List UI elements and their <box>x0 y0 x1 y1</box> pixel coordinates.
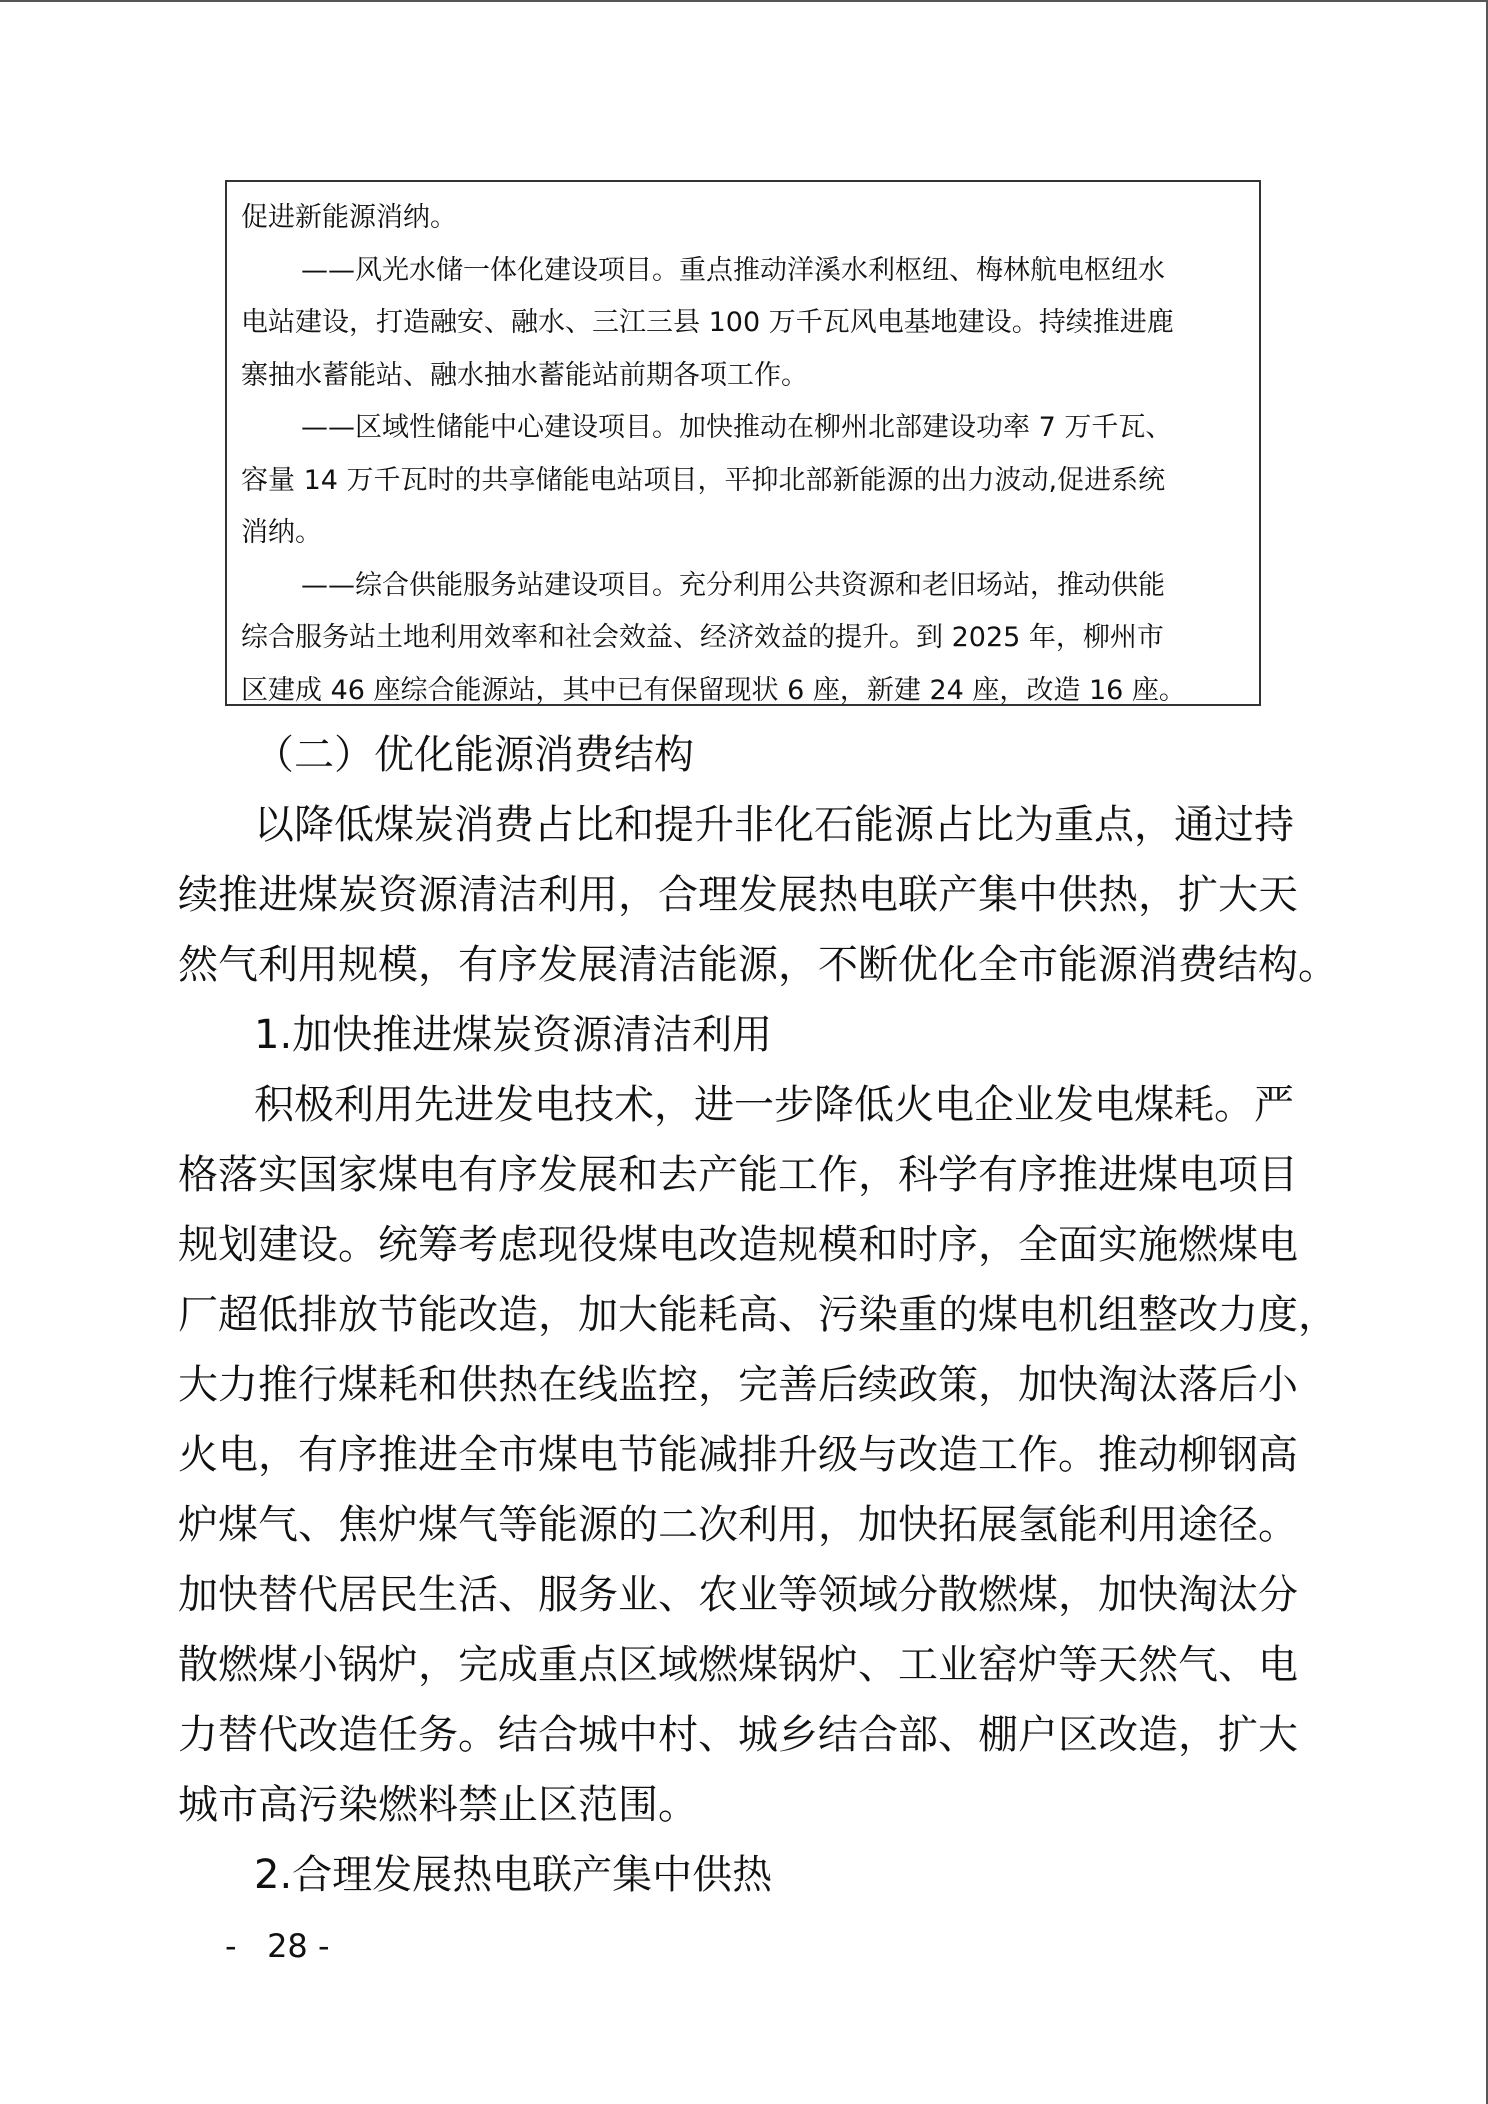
subsection-heading: 2.合理发展热电联产集中供热 <box>254 1852 773 1898</box>
paragraph-line: 散燃煤小锅炉，完成重点区域燃煤锅炉、工业窑炉等天然气、电 <box>178 1642 1298 1688</box>
box-line: 促进新能源消纳。 <box>241 202 457 233</box>
box-line: ——风光水储一体化建设项目。重点推动洋溪水利枢纽、梅林航电枢纽水 <box>301 254 1165 286</box>
body-text <box>178 720 1338 1910</box>
paragraph-line: 炉煤气、焦炉煤气等能源的二次利用，加快拓展氢能利用途径。 <box>178 1502 1298 1548</box>
paragraph-line: 力替代改造任务。结合城中村、城乡结合部、棚户区改造，扩大 <box>178 1712 1298 1758</box>
page-number: - 28 - <box>225 1927 330 1965</box>
box-line: 容量 14 万千瓦时的共享储能电站项目，平抑北部新能源的出力波动,促进系统 <box>241 464 1166 496</box>
paragraph-line: 火电，有序推进全市煤电节能减排升级与改造工作。推动柳钢高 <box>178 1432 1298 1478</box>
section-heading: （二）优化能源消费结构 <box>254 732 694 778</box>
box-line: 消纳。 <box>241 517 322 548</box>
box-line: 区建成 46 座综合能源站，其中已有保留现状 6 座，新建 24 座，改造 16 座。 <box>241 674 1186 706</box>
paragraph-line: 城市高污染燃料禁止区范围。 <box>178 1782 698 1828</box>
box-line: 电站建设，打造融安、融水、三江三县 100 万千瓦风电基地建设。持续推进鹿 <box>241 307 1174 338</box>
box-line: 寨抽水蓄能站、融水抽水蓄能站前期各项工作。 <box>241 359 808 391</box>
paragraph-line: 积极利用先进发电技术，进一步降低火电企业发电煤耗。严 <box>254 1082 1294 1128</box>
paragraph-line: 大力推行煤耗和供热在线监控，完善后续政策，加快淘汰落后小 <box>178 1362 1298 1408</box>
box-line: 综合服务站土地利用效率和社会效益、经济效益的提升。到 2025 年，柳州市 <box>241 622 1164 653</box>
paragraph-line: 然气利用规模，有序发展清洁能源，不断优化全市能源消费结构。 <box>178 942 1338 988</box>
paragraph-line: 续推进煤炭资源清洁利用，合理发展热电联产集中供热，扩大天 <box>178 872 1298 918</box>
box-line: ——区域性储能中心建设项目。加快推动在柳州北部建设功率 7 万千瓦、 <box>301 412 1173 443</box>
paragraph-line: 加快替代居民生活、服务业、农业等领域分散燃煤，加快淘汰分 <box>178 1572 1298 1618</box>
paragraph-line: 格落实国家煤电有序发展和去产能工作，科学有序推进煤电项目 <box>178 1152 1298 1198</box>
box-line: ——综合供能服务站建设项目。充分利用公共资源和老旧场站，推动供能 <box>301 569 1165 601</box>
paragraph-line: 厂超低排放节能改造，加大能耗高、污染重的煤电机组整改力度， <box>178 1292 1338 1338</box>
paragraph-line: 规划建设。统筹考虑现役煤电改造规模和时序，全面实施燃煤电 <box>178 1222 1298 1268</box>
project-box <box>225 180 1261 706</box>
subsection-heading: 1.加快推进煤炭资源清洁利用 <box>254 1012 773 1058</box>
paragraph-line: 以降低煤炭消费占比和提升非化石能源占比为重点，通过持 <box>254 802 1294 848</box>
